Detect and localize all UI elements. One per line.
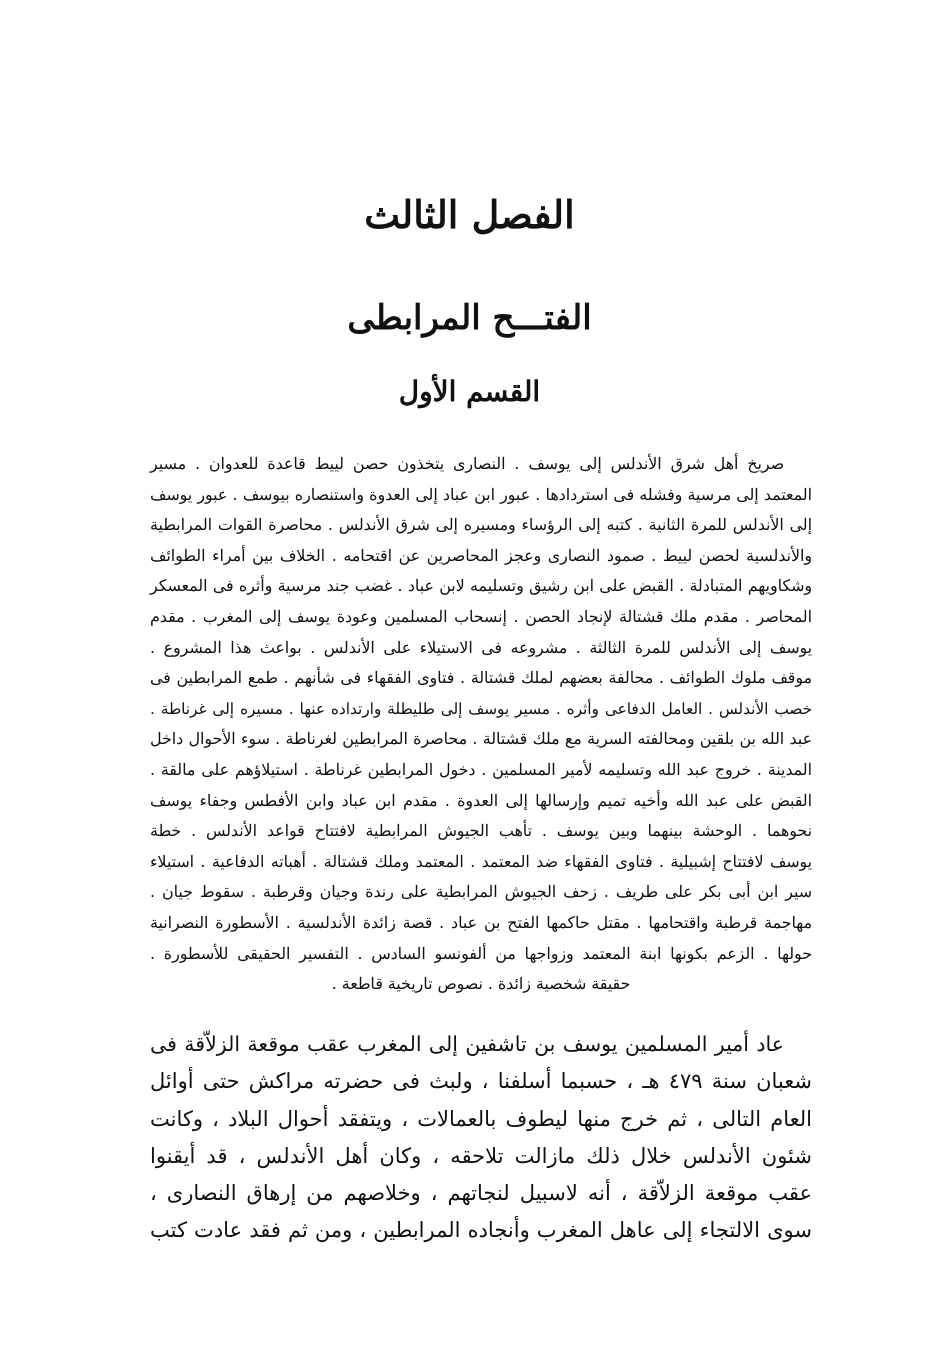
summary-line: إلى الأندلس للمرة الثانية . كتبه إلى الرؤساء ومسيره إلى شرق الأندلس . محاصرة القوات المرابطية — [150, 515, 812, 535]
summary-line: والأندلسية لحصن لييط . صمود النصارى وعجز المحاصرين عن اقتحامه . الخلاف بين أمراء الطوائف — [150, 545, 812, 565]
chapter-title: الفصل الثالث — [364, 192, 575, 237]
summary-line: القبض على عبد الله وأخيه تميم وإرسالها إلى العدوة . مقدم ابن عباد وابن الأفطس وجفاء يوسف — [150, 790, 812, 810]
summary-line: المدينة . خروج عبد الله وتسليمه لأمير المسلمين . دخول المرابطين غرناطة . استيلاؤهم على مالقة . — [150, 759, 812, 779]
summary-line: حقيقة شخصية زائدة . نصوص تاريخية قاطعة . — [331, 974, 631, 994]
summary-line: يوسف إلى الأندلس للمرة الثالثة . مشروعه فى الاستيلاء على الأندلس . بواعث هذا المشروع . — [150, 637, 813, 657]
body-line: عاد أمير المسلمين يوسف بن تاشفين إلى المغرب عقب موقعة الزلاّقة فى — [150, 1032, 784, 1056]
summary-line: صريخ أهل شرق الأندلس إلى يوسف . النصارى يتخذون حصن لييط قاعدة للعدوان . مسير — [150, 454, 784, 473]
body-line: العام التالى ، ثم خرج منها ليطوف بالعمالات ، ويتفقد أحوال البلاد ، وكانت — [150, 1106, 812, 1131]
chapter-summary — [150, 449, 812, 1000]
body-line: شعبان سنة ٤٧٩ هـ ، حسبما أسلفنا ، ولبث فى حضرته مراكش حتى أوائل — [150, 1069, 812, 1094]
summary-line: يوسف لافتتاح إشبيلية . فتاوى الفقهاء ضد المعتمد . المعتمد وملك قشتالة . أهباته الدفاعية . استيلاء — [150, 851, 812, 871]
summary-line: مهاجمة قرطبة واقتحامها . مقتل حاكمها الفتح بن عباد . قصة زائدة الأندلسية . الأسطورة النصرانية — [150, 912, 812, 932]
summary-line: عبد الله بن بلقين ومحالفته السرية مع ملك قشتالة . محاصرة المرابطين لغرناطة . سوء الأحوال داخل — [150, 729, 812, 749]
body-line: شئون الأندلس خلال ذلك مازالت تلاحقه ، وكان أهل الأندلس ، قد أيقنوا — [150, 1143, 812, 1168]
summary-line: المعتمد إلى مرسية وفشله فى استردادها . عبور ابن عباد إلى العدوة واستنصاره بيوسف . عبور يوسف — [150, 484, 812, 504]
section-title: الفتـــح المرابطى — [347, 298, 592, 338]
summary-line: حولها . الزعم بكونها ابنة المعتمد وزواجها من ألفونسو السادس . التفسير الحقيقى للأسطورة . — [150, 943, 812, 963]
summary-line: المحاصر . مقدم ملك قشتالة لإنجاد الحصن . إنسحاب المسلمين وعودة يوسف إلى المغرب . مقدم — [150, 606, 812, 626]
summary-line: نحوهما . الوحشة بينهما وبين يوسف . تأهب الجيوش المرابطية لافتتاح قواعد الأندلس . خطة — [150, 821, 812, 841]
summary-line: خصب الأندلس . العامل الدفاعى وأثره . مسير يوسف إلى طليطلة وارتداده عنها . مسيره إلى غرناطة . — [150, 699, 812, 718]
summary-line: وشكاويهم المتبادلة . القبض على ابن رشيق وتسليمه لابن عباد . غضب جند مرسية وأثره فى المعسكر — [150, 576, 812, 596]
part-title: القسم الأول — [398, 375, 541, 408]
summary-line: موقف ملوك الطوائف . محالفة بعضهم لملك قشتالة . فتاوى الفقهاء فى شأنهم . طمع المرابطين فى — [150, 668, 812, 688]
body-line: سوى الالتجاء إلى عاهل المغرب وأنجاده المرابطين ، ومن ثم فقد عادت كتب — [150, 1218, 812, 1243]
body-paragraph — [150, 1026, 812, 1250]
body-line: عقب موقعة الزلاّقة ، أنه لاسبيل لنجاتهم ، وخلاصهم من إرهاق النصارى ، — [150, 1181, 812, 1206]
summary-line: سير ابن أبى بكر على طريف . زحف الجيوش المرابطية على رندة وجيان وقرطبة . سقوط جيان . — [150, 882, 812, 902]
